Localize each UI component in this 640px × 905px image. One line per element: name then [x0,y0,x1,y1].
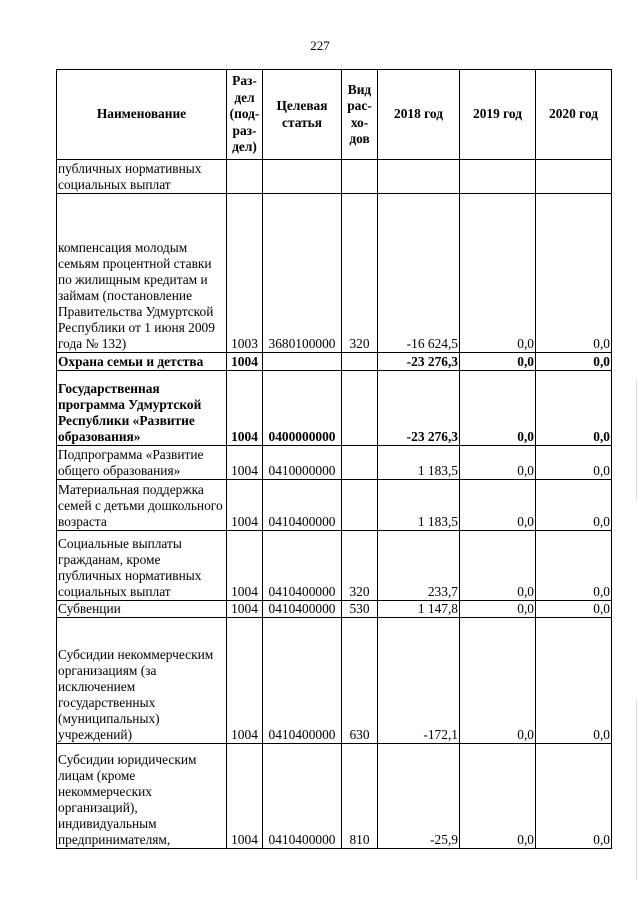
row-section: 1004 [227,446,263,480]
table-row [57,480,612,531]
header-kind [342,70,378,160]
scan-edge-mark [636,380,637,500]
header-section [227,70,263,160]
row-kind [342,480,378,531]
row-kind: 320 [342,194,378,353]
row-2020: 0,0 [536,480,612,531]
row-name: Социальные выплаты гражданам, кроме публичных нормативных социальных выплат [57,531,227,601]
row-section: 1004 [227,601,263,618]
row-target: 0410400000 [263,618,342,744]
row-name: Подпрограмма «Развитие общего образования» [57,446,227,480]
table-header-row [57,70,612,160]
header-2020 [536,70,612,160]
row-kind [342,353,378,371]
row-name: Охрана семьи и детства [57,353,227,371]
header-kind-label: Вид рас- хо- дов [347,81,372,146]
header-name [57,70,227,160]
row-name: Субсидии некоммерческим организациям (за исключением государственных (муниципальных) учреждений) [57,618,227,744]
row-name: Материальная поддержка семей с детьми дошкольного возраста [57,480,227,531]
row-2020: 0,0 [536,531,612,601]
row-2019: 0,0 [460,601,536,618]
row-name: Субсидии юридическим лицам (кроме некоммерческих организаций), индивидуальным предпринимателям, [57,744,227,849]
row-name: публичных нормативных социальных выплат [57,160,227,194]
row-2019: 0,0 [460,194,536,353]
row-2019: 0,0 [460,744,536,849]
header-2018 [378,70,460,160]
row-section: 1004 [227,353,263,371]
row-section: 1003 [227,194,263,353]
row-2018: -172,1 [378,618,460,744]
row-name: Субвенции [57,601,227,618]
row-section: 1004 [227,531,263,601]
row-2018: 1 183,5 [378,446,460,480]
table-row [57,194,612,353]
table-row [57,744,612,849]
row-section: 1004 [227,744,263,849]
row-section: 1004 [227,371,263,446]
row-2020: 0,0 [536,601,612,618]
row-target: 3680100000 [263,194,342,353]
row-target: 0410000000 [263,446,342,480]
row-target [263,160,342,194]
header-name-label: Наименование [96,106,187,122]
row-kind [342,446,378,480]
row-2018: -23 276,3 [378,371,460,446]
row-name: Государственная программа Удмуртской Республики «Развитие образования» [57,371,227,446]
row-name: компенсация молодым семьям процентной ставки по жилищным кредитам и займам (постановление Правительства Удмуртской Республики от 1 июня 2009 года № 132) [57,194,227,353]
row-2020: 0,0 [536,446,612,480]
row-2018: -16 624,5 [378,194,460,353]
row-2019 [460,160,536,194]
table-row [57,618,612,744]
row-kind: 810 [342,744,378,849]
row-2020: 0,0 [536,371,612,446]
header-2020-label: 2020 год [549,106,598,122]
row-target: 0410400000 [263,744,342,849]
row-target [263,353,342,371]
table-row [57,353,612,371]
row-2020 [536,160,612,194]
row-2020: 0,0 [536,744,612,849]
row-kind: 530 [342,601,378,618]
row-section [227,160,263,194]
row-target: 0410400000 [263,601,342,618]
row-2018 [378,160,460,194]
budget-table [56,69,612,849]
row-2019: 0,0 [460,618,536,744]
header-target [263,70,342,160]
row-kind: 320 [342,531,378,601]
row-2018: -23 276,3 [378,353,460,371]
row-2020: 0,0 [536,194,612,353]
row-target: 0400000000 [263,371,342,446]
table-row [57,371,612,446]
row-section: 1004 [227,618,263,744]
header-2019-label: 2019 год [473,106,522,122]
row-section: 1004 [227,480,263,531]
row-2020: 0,0 [536,618,612,744]
row-2018: 1 183,5 [378,480,460,531]
scan-edge-mark [636,700,637,880]
row-kind [342,371,378,446]
row-2018: -25,9 [378,744,460,849]
row-target: 0410400000 [263,480,342,531]
header-section-label: Раз- дел (под- раз- дел) [229,73,260,155]
row-2019: 0,0 [460,371,536,446]
page-number: 227 [310,38,330,53]
header-2018-label: 2018 год [394,106,443,122]
row-2020: 0,0 [536,353,612,371]
row-kind [342,160,378,194]
table-row [57,446,612,480]
row-kind: 630 [342,618,378,744]
table-row [57,531,612,601]
row-target: 0410400000 [263,531,342,601]
row-2019: 0,0 [460,480,536,531]
header-2019 [460,70,536,160]
row-2019: 0,0 [460,531,536,601]
row-2019: 0,0 [460,446,536,480]
row-2018: 1 147,8 [378,601,460,618]
table-row [57,601,612,618]
table-row [57,160,612,194]
row-2019: 0,0 [460,353,536,371]
header-target-label: Целевая статья [276,98,328,130]
row-2018: 233,7 [378,531,460,601]
